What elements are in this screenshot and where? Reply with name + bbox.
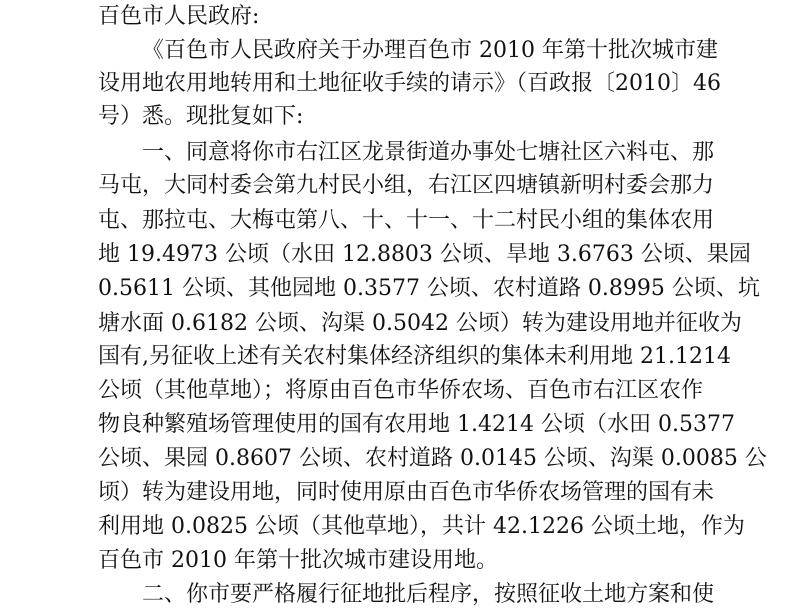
paragraph-line: 屯、那拉屯、大梅屯第八、十、十一、十二村民小组的集体农用 <box>98 208 715 233</box>
paragraph-line: 号）悉。现批复如下: <box>98 104 304 129</box>
paragraph-line: 塘水面 0.6182 公顷、沟渠 0.5042 公顷）转为建设用地并征收为 <box>98 311 742 336</box>
paragraph-line: 马屯，大同村委会第九村民小组，右江区四塘镇新明村委会那力 <box>98 173 715 198</box>
paragraph-line: 《百色市人民政府关于办理百色市 2010 年第十批次城市建 <box>142 38 718 63</box>
paragraph-line: 百色市 2010 年第十批次城市建设用地。 <box>98 548 498 573</box>
paragraph-line: 利用地 0.0825 公顷（其他草地），共计 42.1226 公顷土地，作为 <box>98 514 745 539</box>
paragraph-line: 物良种繁殖场管理使用的国有农用地 1.4214 公顷（水田 0.5377 <box>98 412 735 437</box>
paragraph-line: 顷）转为建设用地，同时使用原由百色市华侨农场管理的国有未 <box>98 480 715 505</box>
paragraph-line: 公顷（其他草地）；将原由百色市华侨农场、百色市右江区农作 <box>98 378 704 403</box>
paragraph-line: 一、同意将你市右江区龙景街道办事处七塘社区六料屯、那 <box>142 140 715 165</box>
paragraph-line: 公顷、果园 0.8607 公顷、农村道路 0.0145 公顷、沟渠 0.0085 公 <box>98 446 767 471</box>
paragraph-line: 地 19.4973 公顷（水田 12.8803 公顷、旱地 3.6763 公顷、果园 <box>98 242 751 267</box>
paragraph-line: 二、你市要严格履行征地批后程序，按照征收土地方案和使 <box>142 582 715 607</box>
paragraph-line: 国有,另征收上述有关农村集体经济组织的集体未利用地 21.1214 <box>98 344 731 369</box>
addressee: 百色市人民政府: <box>98 4 260 29</box>
paragraph-line: 0.5611 公顷、其他园地 0.3577 公顷、农村道路 0.8995 公顷、坑 <box>98 276 760 301</box>
paragraph-line: 设用地农用地转用和土地征收手续的请示》（百政报〔2010〕46 <box>98 71 721 96</box>
